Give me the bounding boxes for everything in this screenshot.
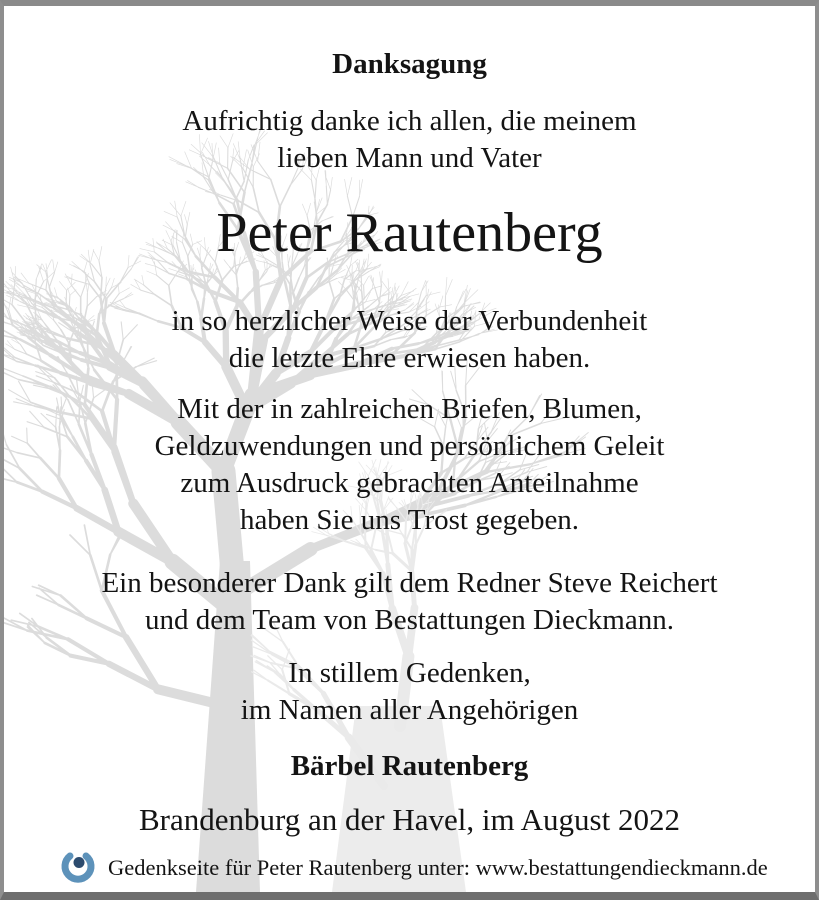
mourner-name: Bärbel Rautenberg [290, 750, 529, 782]
thanks-paragraph-1 [4, 303, 815, 377]
notice-text-column [4, 6, 815, 892]
paragraph-line: die letzte Ehre erwiesen haben. [228, 342, 591, 374]
paragraph-line: zum Ausdruck gebrachten Anteilnahme [180, 467, 639, 499]
closing-paragraph [4, 655, 815, 729]
closing-line: im Namen aller Angehörigen [240, 694, 579, 726]
paragraph-line: haben Sie uns Trost gegeben. [239, 504, 580, 536]
memorial-ring-logo-icon [60, 849, 96, 887]
paragraph-line: Ein besonderer Dank gilt dem Redner Steve Reichert [101, 567, 718, 599]
closing-line: In stillem Gedenken, [288, 657, 531, 689]
memorial-link-text: Gedenkseite für Peter Rautenberg unter: www.bestattungendieckmann.de [108, 855, 768, 880]
intro-line: lieben Mann und Vater [277, 142, 542, 174]
thanks-paragraph-2 [4, 391, 815, 539]
intro-paragraph [4, 103, 815, 177]
deceased-name: Peter Rautenberg [216, 202, 603, 264]
paragraph-line: und dem Team von Bestattungen Dieckmann. [145, 604, 674, 636]
paragraph-line: Geldzuwendungen und persönlichem Geleit [154, 430, 665, 462]
place-date-line: Brandenburg an der Havel, im August 2022 [139, 802, 680, 837]
memorial-footer [60, 846, 768, 890]
notice-title: Danksagung [332, 48, 487, 80]
paragraph-line: in so herzlicher Weise der Verbundenheit [171, 305, 648, 337]
paragraph-line: Mit der in zahlreichen Briefen, Blumen, [177, 393, 642, 425]
special-thanks-paragraph [4, 565, 815, 639]
intro-line: Aufrichtig danke ich allen, die meinem [182, 105, 637, 137]
